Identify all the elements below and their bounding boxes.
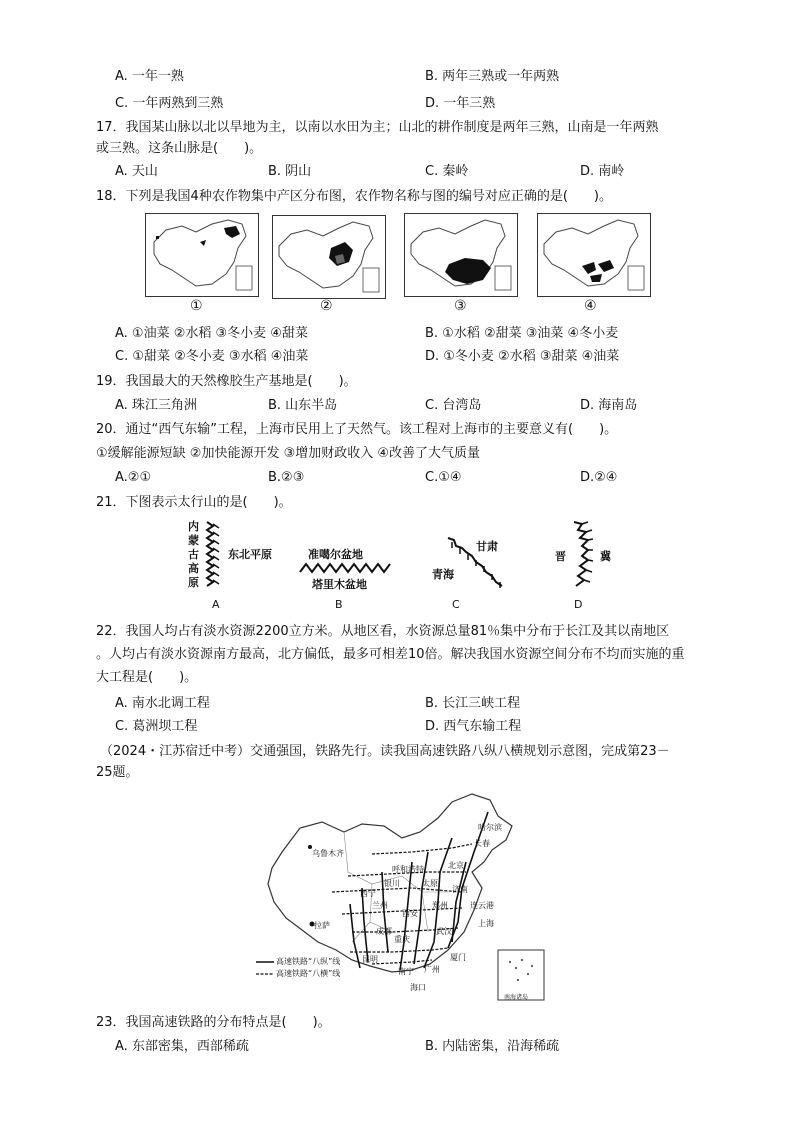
q22-option-b[interactable]: B. 长江三峡工程	[425, 696, 521, 711]
q19-option-b[interactable]: B. 山东半岛	[268, 398, 338, 413]
city-chongqing: 重庆	[394, 935, 410, 944]
city-taiyuan: 太原	[422, 879, 438, 888]
legend-vertical-lines: 高速铁路“八纵”线	[276, 957, 341, 966]
city-urumqi: 乌鲁木齐	[312, 849, 344, 858]
fig-a-mountain-symbol	[203, 520, 223, 588]
q17-stem-line2: 或三熟。这条山脉是( )。	[96, 141, 263, 156]
rail-map	[252, 792, 552, 1004]
city-wuhan: 武汉	[436, 927, 452, 936]
q23-option-a[interactable]: A. 东部密集，西部稀疏	[115, 1039, 249, 1054]
fig-c-left-label: 青海	[432, 568, 454, 581]
crop-map-2-label: ②	[320, 298, 333, 314]
q18-option-c[interactable]: C. ①甜菜 ②冬小麦 ③水稻 ④油菜	[115, 349, 309, 364]
q19-stem: 19．我国最大的天然橡胶生产基地是( )。	[96, 374, 357, 389]
q19-option-d[interactable]: D. 海南岛	[580, 398, 638, 413]
q16-option-a[interactable]: A. 一年一熟	[115, 69, 184, 84]
fig-d-mountain-symbol	[568, 520, 594, 590]
city-nanning: 南宁	[398, 967, 414, 976]
q21-stem: 21．下图表示太行山的是( )。	[96, 495, 292, 510]
fig-d-right-label: 冀	[600, 550, 611, 563]
inset-label: 南海诸岛	[504, 994, 529, 1001]
city-xian: 西安	[402, 909, 418, 918]
q22-option-d[interactable]: D. 西气东输工程	[425, 719, 522, 734]
crop-map-2	[272, 215, 386, 299]
q22-option-c[interactable]: C. 葛洲坝工程	[115, 719, 198, 734]
city-shanghai: 上海	[478, 919, 494, 928]
fig-c-mountain-symbol	[446, 534, 506, 590]
fig-b-top-label: 准噶尔盆地	[308, 548, 363, 561]
q17-stem-line1: 17．我国某山脉以北以旱地为主，以南以水田为主；山北的耕作制度是两年三熟，山南是一年两熟	[96, 120, 659, 135]
city-jinan: 济南	[452, 885, 468, 894]
city-zhengzhou: 郑州	[432, 901, 448, 910]
crop-map-1-label: ①	[190, 298, 203, 314]
crop-map-3	[404, 213, 518, 297]
q20-option-a[interactable]: A.②①	[115, 470, 152, 485]
city-xining: 西宁	[360, 889, 376, 898]
fig-b-letter: B	[335, 598, 343, 611]
q20-option-d[interactable]: D.②④	[580, 470, 618, 485]
intro-23-25-line2: 25题。	[96, 765, 139, 780]
city-guangzhou: 广州	[424, 965, 440, 974]
city-lanzhou: 兰州	[372, 901, 388, 910]
q20-items: ①缓解能源短缺 ②加快能源开发 ③增加财政收入 ④改善了大气质量	[96, 446, 481, 461]
q17-option-d[interactable]: D. 南岭	[580, 164, 625, 179]
q18-option-a[interactable]: A. ①油菜 ②水稻 ③冬小麦 ④甜菜	[115, 326, 308, 341]
q18-stem: 18．下列是我国4种农作物集中产区分布图，农作物名称与图的编号对应正确的是( )。	[96, 189, 612, 204]
fig-b-bottom-label: 塔里木盆地	[312, 578, 367, 591]
city-kunming: 昆明	[362, 955, 378, 964]
city-chengdu: 成都	[376, 927, 392, 936]
q20-option-b[interactable]: B.②③	[268, 470, 305, 485]
fig-a-letter: A	[212, 598, 220, 611]
intro-23-25-line1: （2024・江苏宿迁中考）交通强国，铁路先行。读我国高速铁路八纵八横规划示意图，完成第23－	[100, 744, 670, 759]
q19-option-c[interactable]: C. 台湾岛	[425, 398, 482, 413]
city-xiamen: 厦门	[450, 953, 466, 962]
fig-a-right-label: 东北平原	[228, 548, 272, 561]
legend-horizontal-lines: 高速铁路“八横”线	[276, 969, 341, 978]
q22-stem-line3: 大工程是( )。	[96, 670, 198, 685]
q22-stem-line2: 。人均占有淡水资源南方最高，北方偏低，最多可相差10倍。解决我国水资源空间分布不均而实施的重	[96, 647, 685, 662]
city-beijing: 北京	[448, 861, 464, 870]
crop-map-1	[145, 213, 259, 297]
q22-option-a[interactable]: A. 南水北调工程	[115, 696, 210, 711]
city-changchun: 长春	[474, 839, 490, 848]
q23-option-b[interactable]: B. 内陆密集，沿海稀疏	[425, 1039, 560, 1054]
fig-d-letter: D	[574, 598, 583, 611]
crop-map-4-label: ④	[584, 298, 597, 314]
q22-stem-line1: 22．我国人均占有淡水资源2200立方米。从地区看，水资源总量81％集中分布于长江及其以南地区	[96, 624, 670, 639]
q17-option-b[interactable]: B. 阴山	[268, 164, 312, 179]
fig-d-left-label: 晋	[555, 550, 566, 563]
q16-option-b[interactable]: B. 两年三熟或一年两熟	[425, 69, 560, 84]
city-haikou: 海口	[410, 983, 426, 992]
q16-option-d[interactable]: D. 一年三熟	[425, 96, 496, 111]
fig-c-top-label: 甘肃	[476, 540, 498, 553]
q16-option-c[interactable]: C. 一年两熟到三熟	[115, 96, 224, 111]
crop-map-3-label: ③	[454, 298, 467, 314]
q19-option-a[interactable]: A. 珠江三角洲	[115, 398, 197, 413]
q17-option-c[interactable]: C. 秦岭	[425, 164, 469, 179]
fig-b-mountain-symbol	[298, 560, 394, 576]
q17-option-a[interactable]: A. 天山	[115, 164, 158, 179]
q18-option-b[interactable]: B. ①水稻 ②甜菜 ③油菜 ④冬小麦	[425, 326, 619, 341]
city-yinchuan: 银川	[384, 879, 400, 888]
q23-stem: 23．我国高速铁路的分布特点是( )。	[96, 1015, 331, 1030]
fig-c-letter: C	[452, 598, 460, 611]
q18-option-d[interactable]: D. ①冬小麦 ②水稻 ③甜菜 ④油菜	[425, 349, 620, 364]
fig-a-left-label: 内蒙古高原	[188, 520, 199, 589]
q20-stem: 20．通过“西气东输”工程，上海市民用上了天然气。该工程对上海市的主要意义有( )。	[96, 422, 618, 437]
city-hohhot: 呼和浩特	[392, 865, 424, 874]
city-lianyungang: 连云港	[470, 901, 494, 910]
city-harbin: 哈尔滨	[478, 823, 502, 832]
crop-map-4	[537, 213, 651, 297]
q20-option-c[interactable]: C.①④	[425, 470, 462, 485]
city-lhasa: 拉萨	[314, 921, 330, 930]
